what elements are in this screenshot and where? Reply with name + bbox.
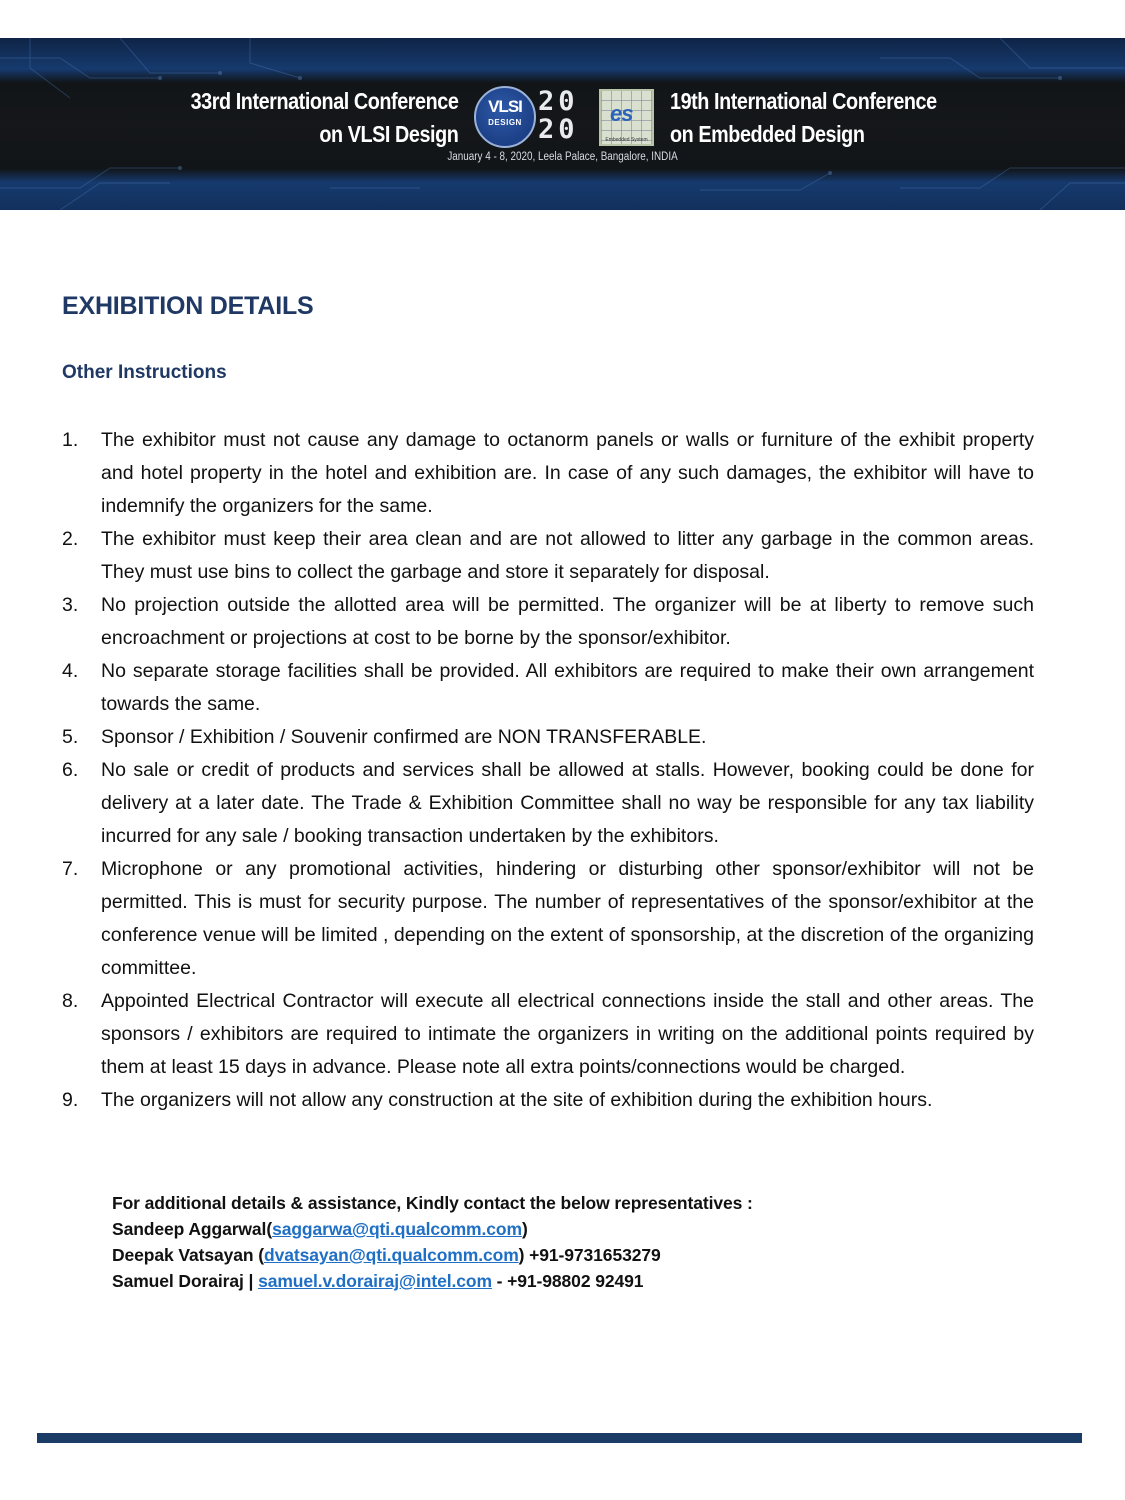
email-link[interactable]: dvatsayan@qti.qualcomm.com [264,1245,519,1265]
list-item [62,1084,1034,1117]
list-item [62,721,1034,754]
contact-block [112,1190,753,1294]
list-item [62,589,1034,655]
item-text: No separate storage facilities shall be provided. All exhibitors are required to make their own arrangement towards the same. [101,660,1034,715]
item-text: Sponsor / Exhibition / Souvenir confirmed are NON TRANSFERABLE. [101,726,707,748]
item-number: 2. [62,528,79,550]
section-subtitle: Other Instructions [62,362,227,383]
contact-name: Samuel Dorairaj | [112,1271,259,1291]
year-bottom: 20 [538,114,579,145]
list-item [62,523,1034,589]
list-item [62,424,1034,523]
item-text: The organizers will not allow any construction at the site of exhibition during the exhibition hours. [101,1089,933,1111]
item-number: 6. [62,759,79,781]
year-2020-logo [538,88,596,146]
vlsi-title-line2: on VLSI Design [318,121,458,147]
contact-intro: For additional details & assistance, Kindly contact the below representatives : [112,1193,753,1213]
vlsi-logo-text: VLSI [488,97,522,116]
email-link[interactable]: samuel.v.dorairaj@intel.com [258,1271,492,1291]
contact-name: Deepak Vatsayan ( [112,1245,264,1265]
list-item [62,853,1034,985]
item-number: 4. [62,660,79,682]
vlsi-title-line1: 33rd International Conference [190,88,458,114]
contact-name: Sandeep Aggarwal( [112,1219,273,1239]
contact-row [112,1216,753,1242]
item-number: 7. [62,858,79,880]
item-number: 9. [62,1089,79,1111]
embedded-conference-title [670,85,937,151]
item-text: Appointed Electrical Contractor will execute all electrical connections inside the stall and other areas. The sponsors / exhibitors are required to intimate the organizers in writing on the additional points required by them at least 15 days in advance. Please note all extra points/connections would be charged. [101,990,1034,1078]
list-item [62,985,1034,1084]
footer-divider [37,1433,1082,1443]
embedded-title-line2: on Embedded Design [670,121,865,147]
year-top: 20 [538,86,579,117]
contact-suffix: - +91-98802 92491 [491,1271,644,1291]
list-item [62,655,1034,721]
item-text: No projection outside the allotted area will be permitted. The organizer will be at liberty to remove such encroachment or projections at cost to be borne by the sponsor/exhibitor. [101,594,1034,649]
list-item [62,754,1034,853]
contact-suffix: ) [521,1219,528,1239]
event-date-venue: January 4 - 8, 2020, Leela Palace, Bangalore, INDIA [447,151,678,163]
item-text: Microphone or any promotional activities, hindering or disturbing other sponsor/exhibitor will not be permitted. This is must for security purpose. The number of representatives of the sponsor/exhibitor at the conference venue will be limited , depending on the extent of sponsorship, at the discretion of the organizing committee. [101,858,1034,979]
item-text: The exhibitor must not cause any damage to octanorm panels or walls or furniture of the exhibit property and hotel property in the hotel and exhibition are. In case of any such damages, the exhibitor will have to indemnify the organizers for the same. [101,429,1034,517]
item-number: 5. [62,726,79,748]
item-text: No sale or credit of products and services shall be allowed at stalls. However, booking could be done for delivery at a later date. The Trade & Exhibition Committee shall no way be responsible for any tax liability incurred for any sale / booking transaction undertaken by the exhibitors. [101,759,1034,847]
item-text: The exhibitor must keep their area clean and are not allowed to litter any garbage in the common areas. They must use bins to collect the garbage and store it separately for disposal. [101,528,1034,583]
vlsi-design-logo-icon [474,86,536,148]
contact-suffix: ) +91-9731653279 [518,1245,661,1265]
es-logo-text: es [610,101,633,126]
design-logo-text: DESIGN [488,118,522,127]
es-logo-caption: Embedded System [605,137,648,143]
vlsi-conference-title [190,85,458,151]
contact-row [112,1268,753,1294]
contact-row [112,1242,753,1268]
conference-banner [0,38,1125,210]
page-title: EXHIBITION DETAILS [62,292,314,320]
item-number: 3. [62,594,79,616]
item-number: 8. [62,990,79,1012]
email-link[interactable]: saggarwa@qti.qualcomm.com [272,1219,522,1239]
item-number: 1. [62,429,79,451]
instructions-list [62,424,1034,1117]
embedded-title-line1: 19th International Conference [670,88,937,114]
embedded-system-logo-icon [599,89,654,146]
